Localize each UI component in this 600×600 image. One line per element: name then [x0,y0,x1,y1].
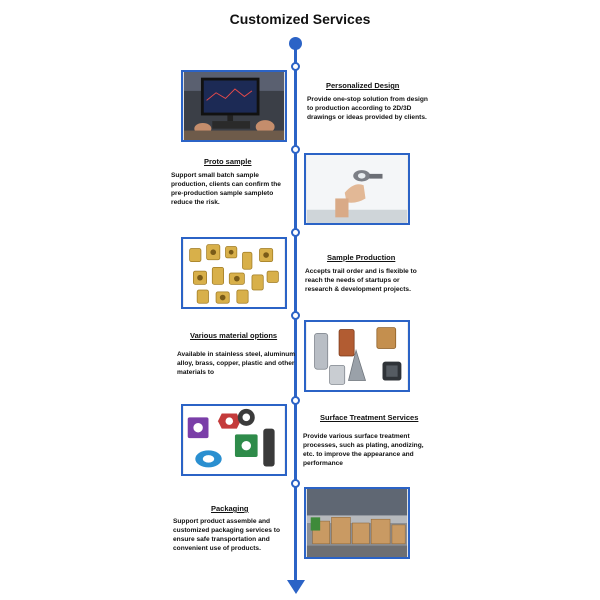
anodized-parts-image [181,404,287,476]
metal-parts-image [304,320,410,392]
timeline-node [291,62,300,71]
timeline-start-dot [289,37,302,50]
timeline-node [291,311,300,320]
brass-inserts-image [181,237,287,309]
hand-holding-sample-image [304,153,410,225]
step-heading-sample-production: Sample Production [327,253,396,262]
page-title: Customized Services [229,11,371,27]
warehouse-pallets-image [304,487,410,559]
step-text-surface-treatment: Provide various surface treatment processes, such as plating, anodizing, etc. to improve the appearance and performance [303,433,424,467]
step-text-material-options: Available in stainless steel, aluminum alloy, brass, copper, plastic and other materials to [177,351,296,376]
step-text-sample-production: Accepts trail order and is flexible to reach the needs of startups or research & development projects. [305,268,417,293]
step-heading-packaging: Packaging [211,504,249,513]
step-heading-proto-sample: Proto sample [204,157,252,166]
step-heading-personalized-design: Personalized Design [326,81,400,90]
step-heading-material-options: Various material options [190,331,278,340]
step-heading-surface-treatment: Surface Treatment Services [320,413,419,422]
timeline-node [291,479,300,488]
timeline-node [291,228,300,237]
timeline-node [291,396,300,405]
step-text-packaging: Support product assemble and customized packaging services to ensure safe transportation and convenient use of products. [173,518,281,552]
step-text-personalized-design: Provide one-stop solution from design to production according to 2D/3D drawings or ideas provided by clients. [307,96,428,121]
step-text-proto-sample: Support small batch sample production, clients can confirm the pre-production sample sampleto reduce the risk. [171,172,281,206]
computer-workstation-image [181,70,287,142]
timeline-node [291,145,300,154]
timeline-end-arrow [287,580,305,594]
